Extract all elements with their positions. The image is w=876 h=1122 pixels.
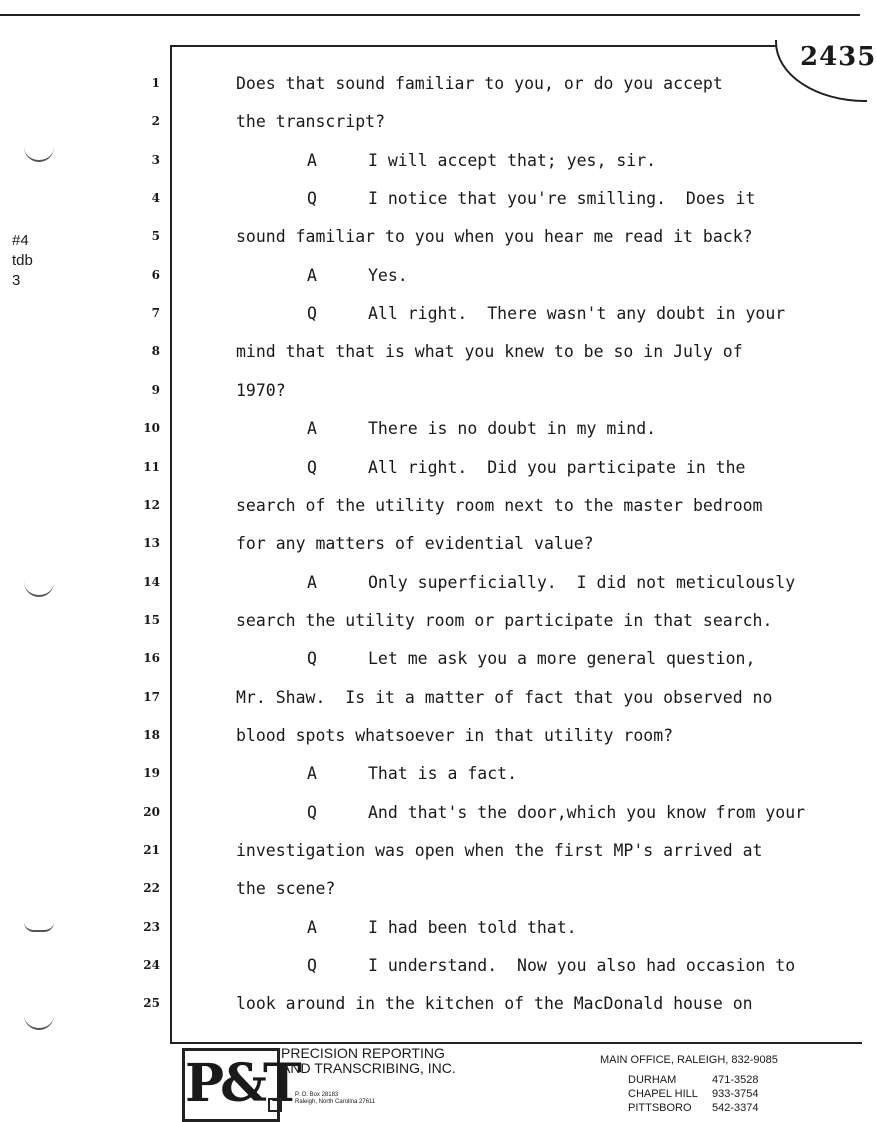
transcript-line [0,764,860,802]
office-phone: 471-3528 [712,1074,759,1086]
line-text: the transcript? [236,112,386,132]
office-phone: 542-3374 [712,1102,759,1114]
line-number: 11 [143,459,160,474]
transcript-line [0,841,860,879]
firm-name-line2: AND TRANSCRIBING, INC. [281,1060,456,1076]
transcript-line [0,151,860,189]
address-line2: Raleigh, North Carolina 27611 [295,1099,376,1105]
transcript-line [0,381,860,419]
line-number: 20 [143,804,160,819]
transcript-line [0,611,860,649]
line-text: for any matters of evidential value? [236,534,594,554]
transcript-line [0,112,860,150]
transcript-line [0,994,860,1032]
line-text: Only superficially. I did not meticulously [368,572,796,592]
page-number: 2435 [800,42,876,72]
line-text: search the utility room or participate in that search. [236,610,773,630]
speaker-label: Q [307,457,317,477]
line-number: 24 [143,958,160,973]
line-number: 2 [151,114,160,129]
line-number: 22 [143,881,160,896]
line-text: Yes. [368,265,408,285]
line-text: All right. There wasn't any doubt in your [368,304,786,324]
margin-note-initials: tdb [12,252,33,269]
transcript-line [0,496,860,534]
firm-name [281,1046,456,1076]
address-line1: P. O. Box 28183 [295,1092,339,1098]
transcript-line [0,649,860,687]
line-number: 21 [143,843,160,857]
line-number: 15 [143,612,160,627]
transcript-line [0,688,860,726]
office-city: CHAPEL HILL [628,1088,698,1100]
line-number: 7 [151,306,160,321]
speaker-label: Q [307,649,317,669]
transcript-line [0,573,860,611]
transcript-line [0,74,860,112]
line-number: 19 [143,766,160,781]
margin-note-number: 3 [12,272,21,289]
line-text: 1970? [236,380,286,400]
line-text: That is a fact. [368,764,518,784]
speaker-label: A [307,572,317,592]
office-phone: 933-3754 [712,1088,759,1100]
logo-square-icon [268,1098,282,1112]
line-text: Mr. Shaw. Is it a matter of fact that you observed no [236,687,773,707]
speaker-label: Q [307,304,317,324]
line-number: 6 [151,267,160,282]
line-text: sound familiar to you when you hear me read it back? [236,227,753,247]
speaker-label: Q [307,956,317,976]
speaker-label: Q [307,189,317,209]
line-number: 16 [143,651,160,666]
line-number: 10 [143,421,160,436]
transcript-line [0,879,860,917]
firm-name-line1: PRECISION REPORTING [281,1045,445,1061]
transcript-line [0,342,860,380]
speaker-label: A [307,150,317,170]
transcript-line [0,803,860,841]
footer [0,1040,860,1118]
speaker-label: Q [307,802,317,822]
speaker-label: A [307,419,317,439]
line-number: 12 [143,497,160,512]
transcript-line [0,458,860,496]
line-number: 17 [143,689,160,704]
office-city: DURHAM [628,1074,677,1086]
transcript-line [0,419,860,457]
line-text: look around in the kitchen of the MacDonald house on [236,994,753,1014]
line-text: investigation was open when the first MP's arrived at [236,841,763,860]
line-text: There is no doubt in my mind. [368,419,657,439]
line-number: 1 [151,76,160,90]
line-number: 3 [151,152,160,167]
speaker-label: A [307,265,317,285]
line-number: 25 [143,996,160,1011]
margin-note-exhibit: #4 [12,232,29,249]
line-number: 18 [143,727,160,742]
line-text: I understand. Now you also had occasion to [368,956,796,976]
line-number: 9 [151,382,160,397]
line-text: blood spots whatsoever in that utility room? [236,725,674,745]
speaker-label: A [307,764,317,784]
transcript-line [0,266,860,304]
line-text: mind that that is what you knew to be so in July of [236,342,743,362]
line-text: Let me ask you a more general question, [368,649,756,669]
transcript-line [0,918,860,956]
line-number: 5 [151,229,160,244]
line-text: I had been told that. [368,917,577,937]
line-text: Does that sound familiar to you, or do you accept [236,74,723,93]
transcript-line [0,304,860,342]
transcript-line [0,189,860,227]
line-text: I notice that you're smilling. Does it [368,189,756,209]
line-text: search of the utility room next to the master bedroom [236,495,763,515]
line-text: the scene? [236,879,336,899]
line-number: 13 [143,536,160,551]
line-number: 23 [143,919,160,934]
transcript-line [0,956,860,994]
transcript-line [0,534,860,572]
transcript-line [0,227,860,265]
line-number: 14 [143,574,160,589]
top-rule [0,14,860,16]
line-text: All right. Did you participate in the [368,457,746,477]
line-number: 8 [151,344,160,359]
main-office: MAIN OFFICE, RALEIGH, 832-9085 [600,1054,778,1066]
firm-logo: P&T [182,1048,280,1122]
transcript-line [0,726,860,764]
office-city: PITTSBORO [628,1102,692,1114]
speaker-label: A [307,917,317,937]
line-text: And that's the door,which you know from your [368,802,806,822]
line-number: 4 [151,191,160,206]
firm-address [295,1092,375,1106]
line-text: I will accept that; yes, sir. [368,150,657,170]
